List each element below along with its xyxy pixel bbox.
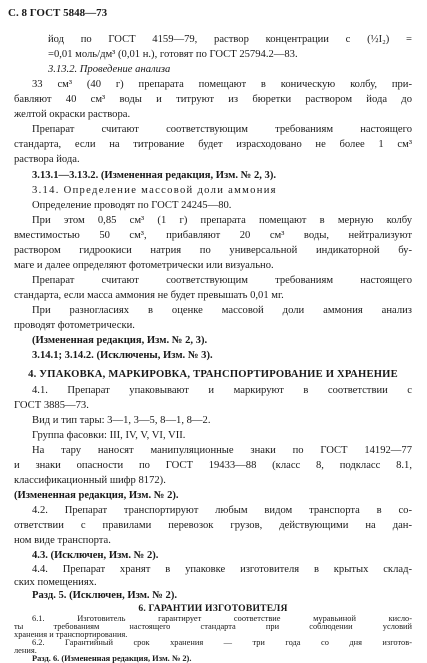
text-line: йод по ГОСТ 4159—79, раствор концентрации с (½I₂) = — [48, 34, 412, 45]
standard-code: ГОСТ 5848—73 — [29, 7, 108, 19]
page-number: С. 8 — [8, 7, 27, 19]
text-line: Определение проводят по ГОСТ 24245—80. — [32, 200, 232, 211]
amendment-note: (Измененная редакция, Изм. № 2). — [14, 490, 179, 501]
subsection-heading: 3.13.2. Проведение анализа — [48, 64, 171, 75]
text-line: 6.2. Гарантийный срок хранения — три года со дня изготов- — [32, 638, 412, 647]
amendment-note: 4.3. (Исключен, Изм. № 2). — [32, 550, 159, 561]
text-line: желтой окраски раствора. — [14, 109, 131, 120]
text-line: бавляют 40 см³ воды и титруют из бюретки раствором йода до — [14, 94, 412, 105]
text-line: хранения и транспортирования. — [14, 630, 128, 639]
text-line: На тару наносят манипуляционные знаки по ГОСТ 14192—77 — [32, 445, 412, 456]
text-line: 6.1. Изготовитель гарантирует соответствие муравьиной кисло- — [32, 614, 412, 623]
text-line: Препарат считают соответствующим требованиям настоящего — [32, 275, 412, 286]
text-line: проводят фотометрически. — [14, 320, 135, 331]
text-line: Группа фасовки: III, IV, V, VI, VII. — [32, 430, 186, 441]
text-line: вместимостью 50 см³, прибавляют 20 см³ воды, нейтрализуют — [14, 230, 412, 241]
text-line: и знаки опасности по ГОСТ 19433—88 (класс 8, подкласс 8.1, — [14, 460, 412, 471]
text-line: 33 см³ (40 г) препарата помещают в коническую колбу, при- — [32, 79, 412, 90]
text-line: ских помещениях. — [14, 577, 97, 588]
text-line: раствором гидроокиси натрия по универсальной индикаторной бу- — [14, 245, 412, 256]
amendment-note: (Измененная редакция, Изм. № 2, 3). — [32, 335, 208, 346]
amendment-note: 3.14.1; 3.14.2. (Исключены, Изм. № 3). — [32, 350, 213, 361]
text-line: При разногласиях в оценке массовой доли аммония анализ — [32, 305, 412, 316]
text-line: ГОСТ 3885—73. — [14, 400, 89, 411]
text-line: 4.2. Препарат транспортируют любым видом транспорта в со- — [32, 505, 412, 516]
section-6-heading: 6. ГАРАНТИИ ИЗГОТОВИТЕЛЯ — [138, 603, 288, 614]
text-line: 4.1. Препарат упаковывают и маркируют в соответствии с — [32, 385, 412, 396]
text-line: 4.4. Препарат хранят в упаковке изготовителя в крытых склад- — [32, 564, 412, 575]
amendment-note: Разд. 5. (Исключен, Изм. № 2). — [32, 590, 177, 601]
text-line: ответствии с правилами перевозок грузов, действующими на дан- — [14, 520, 412, 531]
text-line: классификационный шифр 8172). — [14, 475, 166, 486]
text-line: раствора йода. — [14, 154, 80, 165]
text-line: Препарат считают соответствующим требованиям настоящего — [32, 124, 412, 135]
section-4-heading: 4. УПАКОВКА, МАРКИРОВКА, ТРАНСПОРТИРОВАНИЕ И ХРАНЕНИЕ — [28, 369, 398, 380]
text-line: маге и далее определяют фотометрически или визуально. — [14, 260, 274, 271]
text-line: ления. — [14, 646, 37, 655]
text-line: стандарта, если масса аммония не будет превышать 0,01 мг. — [14, 290, 284, 301]
text-line: ном виде транспорта. — [14, 535, 111, 546]
text-line: Вид и тип тары: 3—1, 3—5, 8—1, 8—2. — [32, 415, 211, 426]
text-line: =0,01 моль/дм³ (0,01 н.), готовят по ГОСТ 25794.2—83. — [48, 49, 298, 60]
amendment-note: 3.13.1—3.13.2. (Измененная редакция, Изм. № 2, 3). — [32, 170, 277, 181]
text-line: При этом 0,85 см³ (1 г) препарата помещают в мерную колбу — [32, 215, 412, 226]
text-line: стандарта, если на титрование будет израсходовано не более 1 см³ — [14, 139, 412, 150]
section-heading: 3.14. Определение массовой доли аммония — [32, 185, 277, 196]
text-line: ты требованиям настоящего стандарта при соблюдении условий — [14, 622, 412, 631]
amendment-note: Разд. 6. (Измененная редакция, Изм. № 2). — [32, 654, 192, 663]
page-header — [8, 6, 404, 20]
